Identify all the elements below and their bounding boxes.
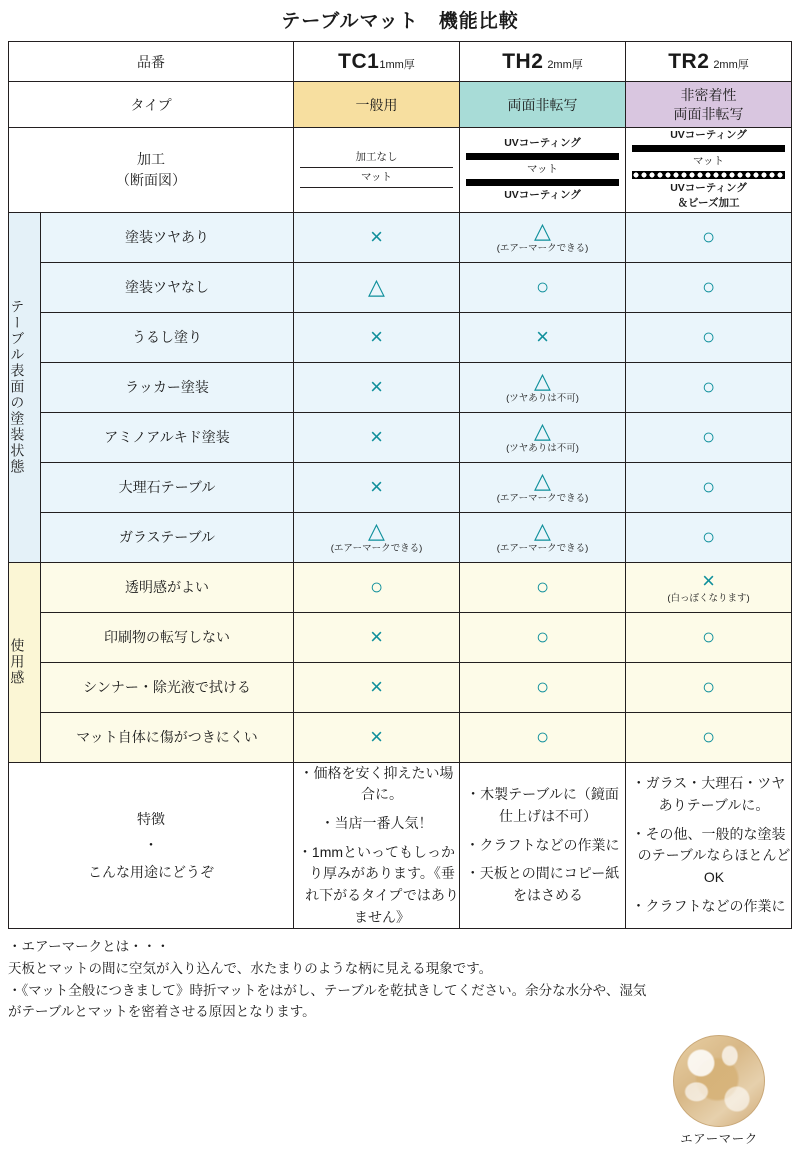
air-mark-badge (656, 1035, 782, 1147)
feature-value-tc1 (294, 412, 460, 462)
diagram-layer-label: マット (360, 170, 393, 183)
feature-label: アミノアルキド塗装 (41, 412, 294, 462)
type-value-tr2-line2: 両面非転写 (673, 105, 744, 122)
diagram-layer-beads (632, 171, 785, 179)
product-name-th2: TH2 (502, 49, 544, 73)
mark-note: (エアーマークできる) (330, 542, 423, 554)
product-name-tc1: TC1 (338, 49, 380, 73)
feature-value-tr2 (626, 712, 792, 762)
product-header-th2 (460, 42, 626, 82)
characteristics-tr2 (626, 762, 792, 929)
feature-label: 印刷物の転写しない (41, 612, 294, 662)
table-row (9, 212, 792, 262)
footnote-line-3: ・《マット全般につきまして》時折マットをはがし、テーブルを乾拭きしてください。余分な水分や、湿気がテーブルとマットを密着させる原因となります。 (8, 982, 647, 1020)
row-header-processing-line2: （断面図） (116, 171, 186, 188)
mark: ○ (701, 724, 716, 749)
diagram-cell-th2 (460, 128, 626, 213)
section-side-label-surface: テーブル表面の塗装状態 (9, 212, 41, 562)
feature-value-th2 (460, 312, 626, 362)
table-row-processing (9, 128, 792, 213)
feature-value-tc1 (294, 662, 460, 712)
table-row (9, 462, 792, 512)
characteristic-item: ・天板との間にコピー紙をはさめる (465, 865, 620, 903)
diagram-layer-bar (632, 145, 785, 152)
characteristic-item: ・木製テーブルに（鏡面仕上げは不可） (466, 786, 619, 824)
mark: ○ (701, 274, 716, 299)
feature-value-tc1 (294, 462, 460, 512)
feature-value-tr2 (626, 562, 792, 612)
feature-value-tr2 (626, 262, 792, 312)
feature-value-tr2 (626, 412, 792, 462)
row-header-model: 品番 (9, 42, 294, 82)
mark: × (370, 674, 383, 699)
mark: ○ (535, 724, 550, 749)
mark: ○ (535, 624, 550, 649)
feature-value-tc1 (294, 262, 460, 312)
diagram-layer-label: マット (692, 155, 725, 168)
characteristic-item: ・ガラス・大理石・ツヤありテーブルに。 (631, 775, 786, 814)
diagram-layer-bar (466, 179, 619, 186)
mark: × (536, 324, 549, 349)
table-row-model (9, 42, 792, 82)
mark: △ (368, 274, 385, 299)
feature-value-tr2 (626, 612, 792, 662)
diagram-layer-label: UVコーティング (670, 182, 747, 195)
footnote-line-2: 天板とマットの間に空気が入り込んで、水たまりのような柄に見える現象です。 (8, 960, 493, 976)
feature-value-tc1 (294, 362, 460, 412)
diagram-cell-tr2 (626, 128, 792, 213)
mark: △ (534, 217, 551, 243)
row-header-type: タイプ (9, 82, 294, 128)
mark: ○ (535, 574, 550, 599)
feature-value-th2 (460, 612, 626, 662)
product-header-tr2 (626, 42, 792, 82)
cross-section-diagram-tr2 (626, 128, 791, 212)
mark: ○ (701, 424, 716, 449)
characteristics-th2 (460, 762, 626, 929)
mark: ○ (535, 674, 550, 699)
feature-value-tr2 (626, 312, 792, 362)
mark: △ (534, 417, 551, 443)
feature-value-th2 (460, 712, 626, 762)
feature-value-tc1 (294, 562, 460, 612)
characteristic-item: ・その他、一般的な塗装のテーブルならほとんどOK (631, 825, 791, 886)
table-row (9, 562, 792, 612)
diagram-layer-label: マット (526, 163, 559, 176)
feature-value-th2 (460, 212, 626, 262)
mark: × (370, 474, 383, 499)
mark: × (370, 224, 383, 249)
feature-value-tc1 (294, 312, 460, 362)
mark: × (370, 324, 383, 349)
table-row (9, 412, 792, 462)
feature-value-th2 (460, 662, 626, 712)
table-row (9, 612, 792, 662)
table-row (9, 512, 792, 562)
mark: ○ (701, 674, 716, 699)
row-header-processing-line1: 加工 (137, 150, 165, 167)
air-mark-caption: エアーマーク (680, 1132, 758, 1146)
table-row (9, 662, 792, 712)
mark: ○ (701, 374, 716, 399)
product-thickness-th2: 2mm厚 (547, 58, 583, 71)
product-thickness-tc1: 1mm厚 (379, 58, 415, 71)
mark-note: (エアーマークできる) (496, 242, 589, 254)
characteristic-item: ・当店一番人気！ (320, 814, 433, 831)
mark: △ (534, 517, 551, 543)
characteristic-item: ・1mmといってもしっかり厚みがあります。《垂れ下がるタイプではありません》 (297, 843, 459, 925)
diagram-layer-label: 加工なし (355, 150, 398, 163)
mark: △ (534, 367, 551, 393)
feature-value-th2 (460, 412, 626, 462)
mark: △ (534, 467, 551, 493)
mark: ○ (701, 624, 716, 649)
diagram-layer-label: UVコーティング (670, 129, 747, 141)
section-side-label-feel: 使用感 (9, 562, 41, 762)
row-header-processing (9, 128, 294, 213)
type-value-th2: 両面非転写 (460, 82, 626, 128)
mark-note: (ツヤありは不可) (506, 392, 579, 404)
characteristic-item: ・クラフトなどの作業に (465, 836, 620, 853)
feature-value-tr2 (626, 462, 792, 512)
feature-value-tc1 (294, 712, 460, 762)
product-name-tr2: TR2 (668, 49, 710, 73)
mark: ○ (701, 224, 716, 249)
mark-note: (エアーマークできる) (496, 542, 589, 554)
mark-note: (白っぽくなります) (667, 592, 750, 604)
mark: ○ (701, 524, 716, 549)
feature-label: ガラステーブル (41, 512, 294, 562)
page-title: テーブルマット 機能比較 (281, 11, 519, 32)
feature-label: 大理石テーブル (41, 462, 294, 512)
feature-label: シンナー・除光液で拭ける (41, 662, 294, 712)
mark: ○ (369, 574, 384, 599)
characteristic-item: ・価格を安く抑えたい場合に。 (299, 764, 454, 803)
diagram-layer-label: ＆ビーズ加工 (677, 197, 740, 210)
characteristic-item: ・クラフトなどの作業に (631, 897, 786, 914)
feature-value-tr2 (626, 362, 792, 412)
type-value-tr2-line1: 非密着性 (680, 86, 737, 103)
mark: × (370, 724, 383, 749)
mark: ○ (535, 274, 550, 299)
footnote (8, 936, 648, 1022)
feature-value-tr2 (626, 212, 792, 262)
feature-label: マット自体に傷がつきにくい (41, 712, 294, 762)
type-value-tc1: 一般用 (294, 82, 460, 128)
mark: × (370, 374, 383, 399)
feature-label: うるし塗り (41, 312, 294, 362)
mark-note: (エアーマークできる) (496, 492, 589, 504)
feature-value-tr2 (626, 662, 792, 712)
table-row (9, 312, 792, 362)
mark: ○ (701, 324, 716, 349)
cross-section-diagram-tc1 (294, 150, 459, 188)
table-row (9, 262, 792, 312)
table-row-characteristics (9, 762, 792, 929)
product-thickness-tr2: 2mm厚 (713, 58, 749, 71)
characteristics-tc1 (294, 762, 460, 929)
feature-value-th2 (460, 262, 626, 312)
comparison-table (8, 41, 792, 929)
table-row (9, 712, 792, 762)
row-header-characteristics-dot: ・ (144, 837, 158, 854)
feature-label: 塗装ツヤなし (41, 262, 294, 312)
diagram-layer-line (300, 167, 453, 168)
feature-value-th2 (460, 362, 626, 412)
feature-value-tr2 (626, 512, 792, 562)
row-header-characteristics (9, 762, 294, 929)
mark: × (370, 424, 383, 449)
type-value-tr2 (626, 82, 792, 128)
feature-value-th2 (460, 562, 626, 612)
feature-value-tc1 (294, 612, 460, 662)
mark: △ (368, 517, 385, 543)
feature-label: 塗装ツヤあり (41, 212, 294, 262)
row-header-characteristics-line1: 特徴 (137, 810, 165, 827)
mark-note: (ツヤありは不可) (506, 442, 579, 454)
feature-value-th2 (460, 512, 626, 562)
mark: × (702, 567, 715, 593)
diagram-cell-tc1 (294, 128, 460, 213)
footnote-line-1: ・エアーマークとは・・・ (8, 939, 170, 955)
feature-value-th2 (460, 462, 626, 512)
cross-section-diagram-th2 (460, 136, 625, 203)
table-row (9, 362, 792, 412)
air-mark-photo (673, 1035, 765, 1127)
table-row-type (9, 82, 792, 128)
feature-label: ラッカー塗装 (41, 362, 294, 412)
feature-value-tc1 (294, 212, 460, 262)
product-header-tc1 (294, 42, 460, 82)
mark: ○ (701, 474, 716, 499)
diagram-layer-line (300, 187, 453, 188)
diagram-layer-label: UVコーティング (504, 189, 581, 202)
feature-label: 透明感がよい (41, 562, 294, 612)
mark: × (370, 624, 383, 649)
diagram-layer-bar (466, 153, 619, 160)
feature-value-tc1 (294, 512, 460, 562)
row-header-characteristics-line2: こんな用途にどうぞ (88, 863, 214, 880)
diagram-layer-label: UVコーティング (504, 137, 581, 150)
